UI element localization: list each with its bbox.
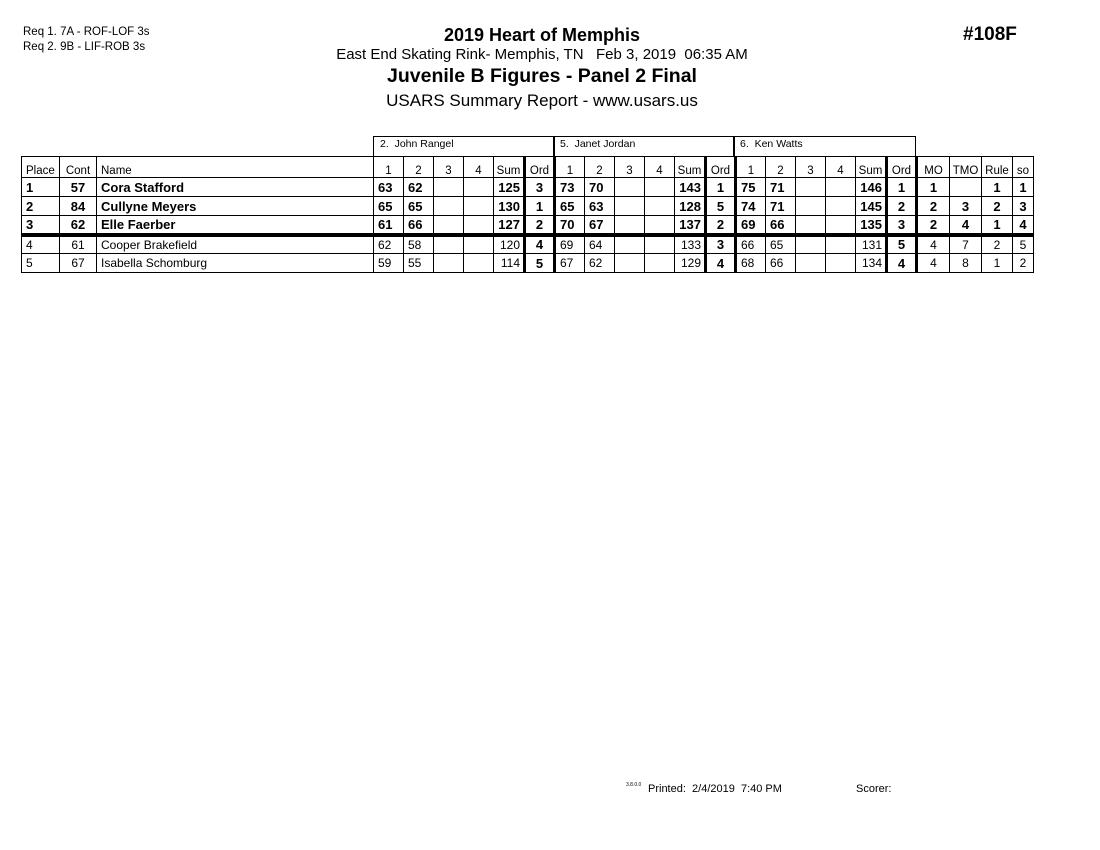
place-cell: 4 [22,235,60,254]
event-code: #108F [963,24,1017,45]
col-j2-ord: Ord [706,157,736,178]
judge1-sum: 114 [494,254,525,273]
col-tmo: TMO [950,157,982,178]
judge2-score-1: 69 [555,235,585,254]
table-row [22,216,1034,235]
version-label: 3.8.0.0 [626,782,642,788]
col-cont: Cont [60,157,97,178]
judge3-score-2: 65 [766,235,796,254]
col-j3-1: 1 [736,157,766,178]
judge1-ord: 2 [525,216,555,235]
judge3-ord: 1 [887,178,917,197]
judge-header-1: 2. John Rangel [373,136,555,156]
judge1-score-3 [434,178,464,197]
venue-line: East End Skating Rink- Memphis, TN Feb 3, 2019 06:35 AM [336,46,748,63]
judge3-score-1: 75 [736,178,766,197]
mo-cell: 4 [917,235,950,254]
judge1-score-3 [434,197,464,216]
col-j2-sum: Sum [675,157,706,178]
judge3-sum: 145 [856,197,887,216]
col-j3-3: 3 [796,157,826,178]
judge2-ord: 1 [706,178,736,197]
judge1-score-4 [464,178,494,197]
judge1-score-3 [434,235,464,254]
judge3-score-4 [826,235,856,254]
so-cell: 2 [1013,254,1034,273]
judge1-score-4 [464,216,494,235]
judge1-score-2: 55 [404,254,434,273]
judge3-score-3 [796,254,826,273]
rule-cell: 2 [982,235,1013,254]
printed-label: Printed: 2/4/2019 7:40 PM [648,783,782,795]
judge2-sum: 137 [675,216,706,235]
judge3-score-2: 71 [766,197,796,216]
judge2-ord: 2 [706,216,736,235]
tmo-cell: 8 [950,254,982,273]
judge2-ord: 4 [706,254,736,273]
judge1-score-3 [434,216,464,235]
judge1-ord: 1 [525,197,555,216]
table-row [22,235,1034,254]
judge-header-2: 5. Janet Jordan [553,136,735,156]
judge2-ord: 3 [706,235,736,254]
judge2-score-1: 67 [555,254,585,273]
col-j2-2: 2 [585,157,615,178]
judge2-ord: 5 [706,197,736,216]
col-j3-4: 4 [826,157,856,178]
col-j3-ord: Ord [887,157,917,178]
judge2-score-4 [645,178,675,197]
mo-cell: 4 [917,254,950,273]
judge1-score-2: 62 [404,178,434,197]
judge3-sum: 135 [856,216,887,235]
judge3-ord: 2 [887,197,917,216]
col-place: Place [22,157,60,178]
judge3-score-2: 66 [766,254,796,273]
judge1-score-2: 66 [404,216,434,235]
judge2-score-1: 73 [555,178,585,197]
judge1-score-2: 58 [404,235,434,254]
rule-cell: 1 [982,254,1013,273]
cont-cell: 67 [60,254,97,273]
judge1-score-1: 62 [374,235,404,254]
judge2-score-4 [645,197,675,216]
judge2-score-4 [645,235,675,254]
judge3-score-4 [826,197,856,216]
tmo-cell: 7 [950,235,982,254]
table-row [22,254,1034,273]
judge3-sum: 134 [856,254,887,273]
judge2-sum: 143 [675,178,706,197]
judge3-score-3 [796,178,826,197]
mo-cell: 2 [917,197,950,216]
judge1-ord: 5 [525,254,555,273]
judge1-sum: 127 [494,216,525,235]
mo-cell: 2 [917,216,950,235]
col-j1-1: 1 [374,157,404,178]
judge2-score-2: 67 [585,216,615,235]
name-cell: Cullyne Meyers [97,197,374,216]
col-j1-ord: Ord [525,157,555,178]
judge2-score-3 [615,197,645,216]
judge2-sum: 133 [675,235,706,254]
rule-cell: 1 [982,178,1013,197]
col-j2-1: 1 [555,157,585,178]
col-j2-3: 3 [615,157,645,178]
name-cell: Isabella Schomburg [97,254,374,273]
judge1-sum: 125 [494,178,525,197]
so-cell: 4 [1013,216,1034,235]
judge1-score-1: 59 [374,254,404,273]
col-rule: Rule [982,157,1013,178]
name-cell: Cora Stafford [97,178,374,197]
mo-cell: 1 [917,178,950,197]
place-cell: 1 [22,178,60,197]
judge3-ord: 4 [887,254,917,273]
judge2-score-2: 62 [585,254,615,273]
judge2-sum: 129 [675,254,706,273]
judge3-score-1: 69 [736,216,766,235]
header-row [22,157,1034,178]
judge1-score-3 [434,254,464,273]
so-cell: 3 [1013,197,1034,216]
place-cell: 5 [22,254,60,273]
judge2-score-2: 64 [585,235,615,254]
judge2-sum: 128 [675,197,706,216]
judge3-score-1: 68 [736,254,766,273]
col-mo: MO [917,157,950,178]
event-name: Juvenile B Figures - Panel 2 Final [387,65,697,87]
judge2-score-3 [615,254,645,273]
table-row [22,197,1034,216]
col-j2-4: 4 [645,157,675,178]
judge2-score-2: 63 [585,197,615,216]
col-j3-2: 2 [766,157,796,178]
judge3-score-3 [796,197,826,216]
judge1-score-4 [464,235,494,254]
judge-header-3: 6. Ken Watts [733,136,916,156]
judge2-score-1: 65 [555,197,585,216]
place-cell: 3 [22,216,60,235]
judge2-score-4 [645,254,675,273]
cont-cell: 57 [60,178,97,197]
judge1-score-1: 65 [374,197,404,216]
results-table [21,156,1034,273]
judge2-score-1: 70 [555,216,585,235]
tmo-cell: 3 [950,197,982,216]
judge2-score-2: 70 [585,178,615,197]
requirement-2: Req 2. 9B - LIF-ROB 3s [23,41,146,53]
rule-cell: 2 [982,197,1013,216]
col-j3-sum: Sum [856,157,887,178]
judge3-score-3 [796,235,826,254]
tmo-cell [950,178,982,197]
name-cell: Elle Faerber [97,216,374,235]
cont-cell: 62 [60,216,97,235]
judge3-sum: 146 [856,178,887,197]
so-cell: 5 [1013,235,1034,254]
judge3-ord: 3 [887,216,917,235]
requirement-1: Req 1. 7A - ROF-LOF 3s [23,26,150,38]
place-cell: 2 [22,197,60,216]
judge3-score-1: 74 [736,197,766,216]
event-title: 2019 Heart of Memphis [443,25,641,45]
col-j1-2: 2 [404,157,434,178]
tmo-cell: 4 [950,216,982,235]
judge3-ord: 5 [887,235,917,254]
col-j1-4: 4 [464,157,494,178]
judge3-score-4 [826,178,856,197]
rule-cell: 1 [982,216,1013,235]
scorer-label: Scorer: [856,783,892,795]
judge2-score-4 [645,216,675,235]
so-cell: 1 [1013,178,1034,197]
judge3-score-1: 66 [736,235,766,254]
judge1-score-2: 65 [404,197,434,216]
cont-cell: 61 [60,235,97,254]
col-name: Name [97,157,374,178]
table-row [22,178,1034,197]
judge2-score-3 [615,216,645,235]
name-cell: Cooper Brakefield [97,235,374,254]
judge1-sum: 130 [494,197,525,216]
judge1-sum: 120 [494,235,525,254]
judge2-score-3 [615,235,645,254]
col-j1-3: 3 [434,157,464,178]
col-so: so [1013,157,1034,178]
judge1-score-4 [464,197,494,216]
judge3-score-3 [796,216,826,235]
judge3-score-2: 66 [766,216,796,235]
judge3-score-2: 71 [766,178,796,197]
judge1-score-1: 63 [374,178,404,197]
judge2-score-3 [615,178,645,197]
judge1-ord: 4 [525,235,555,254]
judge1-score-4 [464,254,494,273]
cont-cell: 84 [60,197,97,216]
judge1-ord: 3 [525,178,555,197]
col-j1-sum: Sum [494,157,525,178]
report-title: USARS Summary Report - www.usars.us [386,91,698,110]
judge3-score-4 [826,216,856,235]
judge3-score-4 [826,254,856,273]
judge1-score-1: 61 [374,216,404,235]
judge3-sum: 131 [856,235,887,254]
